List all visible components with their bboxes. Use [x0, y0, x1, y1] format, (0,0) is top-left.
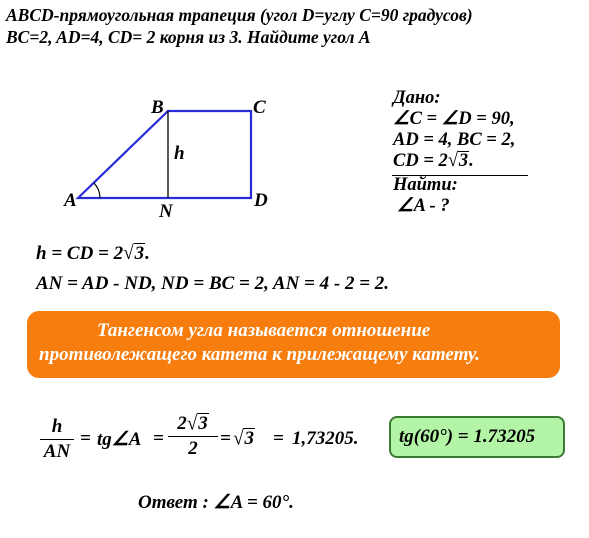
h-suffix: .	[145, 243, 150, 264]
height-label-h: h	[174, 143, 185, 164]
solution-an-line: AN = AD - ND, ND = BC = 2, AN = 4 - 2 = 2.	[36, 273, 390, 294]
fraction-numerator: h	[40, 416, 74, 440]
sqrt-icon: √	[447, 150, 458, 172]
fraction-h-over-an	[40, 416, 74, 463]
vertex-label-b: B	[151, 97, 164, 118]
find-heading: Найти:	[393, 175, 458, 195]
vertex-label-a: A	[64, 190, 77, 211]
given-cd-prefix: CD = 2	[393, 151, 448, 171]
formula-equals-1: =	[80, 428, 91, 449]
fraction-denominator: 2	[188, 438, 198, 459]
find-value: ∠A - ?	[397, 196, 450, 216]
formula-result: 1,73205.	[292, 428, 359, 449]
fraction-denominator: AN	[43, 441, 71, 462]
tg-check-text: tg(60°) = 1.73205	[399, 426, 536, 447]
definition-text: Тангенсом угла называется отношение противолежащего катета к прилежащему катету.	[39, 320, 480, 365]
tg-check-box	[389, 416, 565, 458]
given-cd-root: 3	[458, 151, 469, 171]
point-label-n: N	[159, 201, 173, 222]
angle-a-arc	[94, 183, 100, 198]
sqrt-icon: √	[186, 412, 198, 435]
given-divider	[392, 175, 528, 176]
given-cd-suffix: .	[469, 151, 474, 171]
formula-root	[233, 428, 255, 450]
h-root: 3	[134, 243, 145, 264]
formula-equals-4: =	[273, 428, 284, 449]
frac2-num-root: 3	[198, 413, 208, 434]
answer-line	[138, 491, 294, 514]
given-heading: Дано:	[393, 88, 441, 108]
frac2-num-prefix: 2	[177, 413, 187, 434]
answer-label: Ответ :	[138, 492, 209, 513]
h-prefix: h = CD = 2	[36, 243, 124, 264]
formula-equals-3: =	[220, 428, 231, 449]
trapezoid-shape	[78, 111, 251, 198]
formula-tg-a: tg∠A	[97, 429, 142, 450]
formula-equals-2: =	[153, 428, 164, 449]
root-value: 3	[244, 428, 254, 449]
fraction-2sqrt3-over-2	[168, 413, 218, 460]
given-sides: AD = 4, BC = 2,	[393, 130, 516, 150]
trapezoid-outline	[78, 111, 251, 198]
given-cd	[393, 151, 515, 172]
problem-line-2: BC=2, AD=4, CD= 2 корня из 3. Найдите угол А	[6, 27, 371, 47]
sqrt-icon: √	[123, 242, 134, 265]
vertex-label-d: D	[254, 190, 268, 211]
sqrt-icon: √	[233, 427, 244, 450]
given-block	[393, 88, 515, 217]
answer-value: ∠A = 60°.	[213, 492, 294, 513]
given-angles: ∠C = ∠D = 90,	[393, 109, 515, 129]
vertex-label-c: C	[253, 97, 266, 118]
definition-banner	[27, 311, 560, 378]
solution-h-line	[36, 243, 150, 265]
fraction-numerator	[168, 413, 218, 437]
problem-line-1: ABCD-прямоугольная трапеция (угол D=углу C=90 градусов)	[6, 5, 473, 25]
